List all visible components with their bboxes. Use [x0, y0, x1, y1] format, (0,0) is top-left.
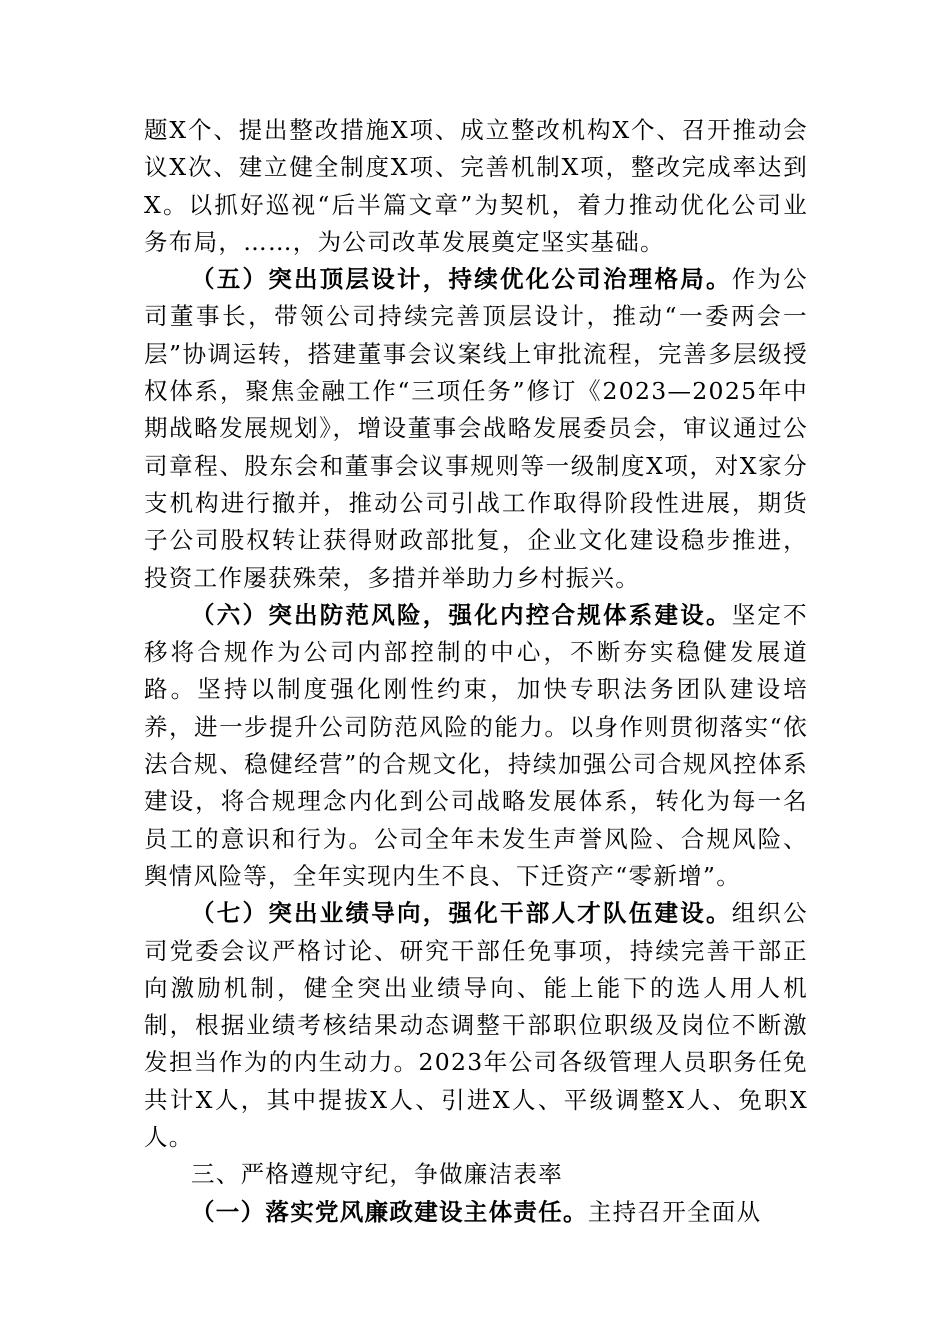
paragraph-five: [144, 261, 808, 597]
paragraph-last: [144, 1194, 808, 1231]
paragraph-text: 组织公司党委会议严格讨论、研究干部任免事项，持续完善干部正向激励机制，健全突出业绩导向、能上能下的选人用人机制，根据业绩考核结果动态调整干部职位职级及岗位不断激发担当作为的内生动力。2023年公司各级管理人员职务任免共计X人，其中提拔X人、引进X人、平级调整X人、免职X人。: [144, 899, 808, 1152]
paragraph-lead: （五）突出顶层设计，持续优化公司治理格局。: [191, 265, 732, 294]
paragraph-lead: （七）突出业绩导向，强化干部人才队伍建设。: [191, 899, 732, 928]
paragraph-seven: [144, 895, 808, 1156]
paragraph-text: 题X个、提出整改措施X项、成立整改机构X个、召开推动会议X次、建立健全制度X项、完善机制X项，整改完成率达到X。以抓好巡视“后半篇文章”为契机，着力推动优化公司业务布局，……，为公司改革发展奠定坚实基础。: [144, 116, 808, 256]
paragraph-text: 作为公司董事长，带领公司持续完善顶层设计，推动“一委两会一层”协调运转，搭建董事会议案线上审批流程，完善多层级授权体系，聚焦金融工作“三项任务”修订《2023—2025年中期战略发展规划》，增设董事会战略发展委员会，审议通过公司章程、股东会和董事会议事规则等一级制度X项，对X家分支机构进行撤并，推动公司引战工作取得阶段性进展，期货子公司股权转让获得财政部批复，企业文化建设稳步推进，投资工作屡获殊荣，多措并举助力乡村振兴。: [144, 265, 808, 592]
document-page: [144, 112, 808, 1231]
paragraph-six: [144, 597, 808, 895]
paragraph-lead: （一）落实党风廉政建设主体责任。: [191, 1197, 588, 1226]
paragraph-text: 坚定不移将合规作为公司内部控制的中心，不断夯实稳健发展道路。坚持以制度强化刚性约束，加快专职法务团队建设培养，进一步提升公司防范风险的能力。以身作则贯彻落实“依法合规、稳健经营”的合规文化，持续加强公司合规风控体系建设，将合规理念内化到公司战略发展体系，转化为每一名员工的意识和行为。公司全年未发生声誉风险、合规风险、舆情风险等，全年实现内生不良、下迁资产“零新增”。: [144, 600, 808, 890]
paragraph-continuation: [144, 112, 808, 261]
paragraph-lead: （六）突出防范风险，强化内控合规体系建设。: [191, 600, 732, 629]
section-heading-text: 三、严格遵规守纪，争做廉洁表率: [191, 1160, 563, 1189]
paragraph-text: 主持召开全面从: [587, 1197, 762, 1226]
section-heading: [144, 1156, 808, 1193]
